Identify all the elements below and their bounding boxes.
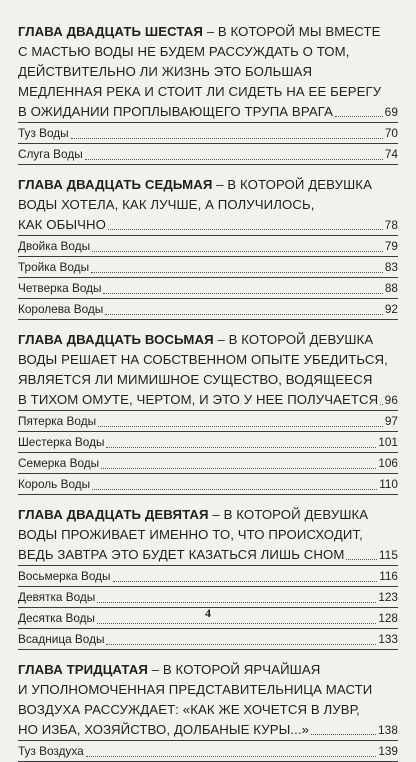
chapter-heading-line — [18, 215, 398, 235]
entry-page-number: 83 — [384, 260, 398, 274]
leader-dots — [101, 467, 376, 469]
chapter-entries — [18, 235, 398, 320]
chapter-heading-line — [18, 660, 398, 680]
chapter-heading-line — [18, 350, 398, 370]
chapter-heading-line — [18, 370, 398, 390]
list-item — [18, 298, 398, 319]
entry-page-number: 70 — [384, 126, 398, 140]
chapter-page-number: 78 — [384, 218, 398, 232]
entry-page-number: 101 — [378, 435, 398, 449]
list-item — [18, 565, 398, 586]
entry-label: Десятка Воды — [18, 611, 96, 625]
chapter-page-number: 96 — [384, 393, 398, 407]
chapter-heading-line — [18, 720, 398, 740]
chapter-description: КАК ОБЫЧНО — [18, 217, 106, 232]
chapter-heading-line — [18, 330, 398, 350]
page-number: 4 — [205, 606, 211, 620]
table-of-contents — [18, 22, 398, 762]
entry-page-number: 128 — [378, 611, 398, 625]
entry-label: Двойка Воды — [18, 239, 91, 253]
leader-dots — [97, 601, 376, 603]
chapter-entries — [18, 122, 398, 165]
chapter-entries — [18, 410, 398, 495]
leader-dots — [106, 643, 376, 645]
list-item — [18, 122, 398, 143]
chapter-heading-line — [18, 505, 398, 525]
entry-page-number: 116 — [379, 569, 398, 583]
list-item — [18, 235, 398, 256]
entry-label: Туз Воды — [18, 126, 69, 140]
leader-dots — [311, 733, 376, 735]
entry-page-number: 133 — [378, 632, 398, 646]
chapter-description: ВОДЫ РЕШАЕТ НА СОБСТВЕННОМ ОПЫТЕ УБЕДИТЬСЯ, — [18, 352, 388, 367]
leader-dots — [86, 755, 377, 757]
chapter-description: МЕДЛЕННАЯ РЕКА И СТОИТ ЛИ СИДЕТЬ НА ЕЕ БЕРЕГУ — [18, 84, 382, 99]
leader-dots — [346, 558, 376, 560]
leader-dots — [85, 158, 383, 160]
entry-label: Туз Воздуха — [18, 744, 84, 758]
chapter-heading-line — [18, 545, 398, 565]
chapter-description: ДЕЙСТВИТЕЛЬНО ЛИ ЖИЗНЬ ЭТО БОЛЬШАЯ — [18, 64, 313, 79]
entry-label: Шестерка Воды — [18, 435, 105, 449]
entry-label: Тройка Воды — [18, 260, 90, 274]
entry-page-number: 74 — [384, 147, 398, 161]
chapter-block — [18, 175, 398, 320]
entry-label: Всадница Воды — [18, 632, 105, 646]
list-item — [18, 410, 398, 431]
chapter-description: И УПОЛНОМОЧЕННАЯ ПРЕДСТАВИТЕЛЬНИЦА МАСТИ — [18, 682, 373, 697]
chapter-description: ЯВЛЯЕТСЯ ЛИ МИМИШНОЕ СУЩЕСТВО, ВОДЯЩЕЕСЯ — [18, 372, 373, 387]
chapter-heading-line — [18, 390, 398, 410]
chapter-description: – В КОТОРОЙ ЯРЧАЙШАЯ — [151, 662, 321, 677]
chapter-page-number: 138 — [378, 723, 398, 737]
entry-label: Восьмерка Воды — [18, 569, 111, 583]
chapter-heading-line — [18, 195, 398, 215]
chapter-gap — [18, 165, 398, 175]
chapter-entries — [18, 740, 398, 762]
chapter-block — [18, 505, 398, 650]
leader-dots — [91, 271, 383, 273]
leader-dots — [105, 313, 383, 315]
leader-dots — [108, 228, 383, 230]
chapter-page-number: 69 — [384, 105, 398, 119]
chapter-description: ВОЗДУХА РАССУЖДАЕТ: «КАК ЖЕ ХОЧЕТСЯ В ЛУВР, — [18, 702, 360, 717]
chapter-block — [18, 22, 398, 165]
chapter-description: ВЕДЬ ЗАВТРА ЭТО БУДЕТ КАЗАТЬСЯ ЛИШЬ СНОМ — [18, 547, 345, 562]
list-item — [18, 586, 398, 607]
chapter-title: ГЛАВА ДВАДЦАТЬ СЕДЬМАЯ — [18, 177, 213, 192]
entry-page-number: 79 — [384, 239, 398, 253]
chapter-description: – В КОТОРОЙ ДЕВУШКА — [217, 332, 374, 347]
chapter-gap — [18, 495, 398, 505]
chapter-title: ГЛАВА ТРИДЦАТАЯ — [18, 662, 148, 677]
leader-dots — [113, 580, 378, 582]
chapter-block — [18, 660, 398, 762]
entry-page-number: 88 — [384, 281, 398, 295]
entry-label: Королева Воды — [18, 302, 104, 316]
leader-dots — [71, 137, 383, 139]
entry-label: Слуга Воды — [18, 147, 83, 161]
leader-dots — [106, 446, 376, 448]
entry-page-number: 139 — [378, 744, 398, 758]
leader-dots — [103, 292, 382, 294]
chapter-heading-line — [18, 700, 398, 720]
chapter-heading-line — [18, 22, 398, 42]
chapter-description: В ОЖИДАНИИ ПРОПЛЫВАЮЩЕГО ТРУПА ВРАГА — [18, 104, 333, 119]
chapter-description: ВОДЫ ПРОЖИВАЕТ ИМЕННО ТО, ЧТО ПРОИСХОДИТ, — [18, 527, 363, 542]
chapter-description: – В КОТОРОЙ ДЕВУШКА — [212, 507, 369, 522]
chapter-title: ГЛАВА ДВАДЦАТЬ ШЕСТАЯ — [18, 24, 203, 39]
chapter-gap — [18, 320, 398, 330]
chapter-heading-line — [18, 82, 398, 102]
entry-label: Семерка Воды — [18, 456, 100, 470]
chapter-title: ГЛАВА ДВАДЦАТЬ ВОСЬМАЯ — [18, 332, 214, 347]
entry-page-number: 110 — [379, 477, 398, 491]
leader-dots — [335, 115, 383, 117]
chapter-heading-line — [18, 525, 398, 545]
entry-label: Пятерка Воды — [18, 414, 97, 428]
chapter-description: ВОДЫ ХОТЕЛА, КАК ЛУЧШЕ, А ПОЛУЧИЛОСЬ, — [18, 197, 315, 212]
chapter-title: ГЛАВА ДВАДЦАТЬ ДЕВЯТАЯ — [18, 507, 209, 522]
chapter-description: С МАСТЬЮ ВОДЫ НЕ БУДЕМ РАССУЖДАТЬ О ТОМ, — [18, 44, 350, 59]
list-item — [18, 277, 398, 298]
list-item — [18, 256, 398, 277]
chapter-gap — [18, 650, 398, 660]
list-item — [18, 628, 398, 649]
chapter-description: В ТИХОМ ОМУТЕ, ЧЕРТОМ, И ЭТО У НЕЕ ПОЛУЧАЕТСЯ — [18, 392, 379, 407]
leader-dots — [92, 250, 383, 252]
chapter-description: – В КОТОРОЙ МЫ ВМЕСТЕ — [206, 24, 381, 39]
leader-dots — [92, 488, 377, 490]
chapter-heading-line — [18, 62, 398, 82]
list-item — [18, 740, 398, 761]
chapter-heading-line — [18, 680, 398, 700]
chapter-description: НО ИЗБА, ХОЗЯЙСТВО, ДОЛБАНЫЕ КУРЫ...» — [18, 722, 310, 737]
entry-page-number: 123 — [378, 590, 398, 604]
entry-label: Четверка Воды — [18, 281, 102, 295]
list-item — [18, 431, 398, 452]
chapter-page-number: 115 — [378, 548, 398, 562]
chapter-heading-line — [18, 102, 398, 122]
chapter-description: – В КОТОРОЙ ДЕВУШКА — [216, 177, 372, 192]
leader-dots — [380, 403, 382, 405]
chapter-block — [18, 330, 398, 495]
chapter-heading-line — [18, 42, 398, 62]
entry-page-number: 92 — [384, 302, 398, 316]
entry-page-number: 106 — [378, 456, 398, 470]
list-item — [18, 473, 398, 494]
leader-dots — [98, 425, 383, 427]
leader-dots — [97, 622, 376, 624]
entry-page-number: 97 — [384, 414, 398, 428]
chapter-heading-line — [18, 175, 398, 195]
list-item — [18, 143, 398, 164]
list-item — [18, 452, 398, 473]
entry-label: Король Воды — [18, 477, 91, 491]
entry-label: Девятка Воды — [18, 590, 96, 604]
